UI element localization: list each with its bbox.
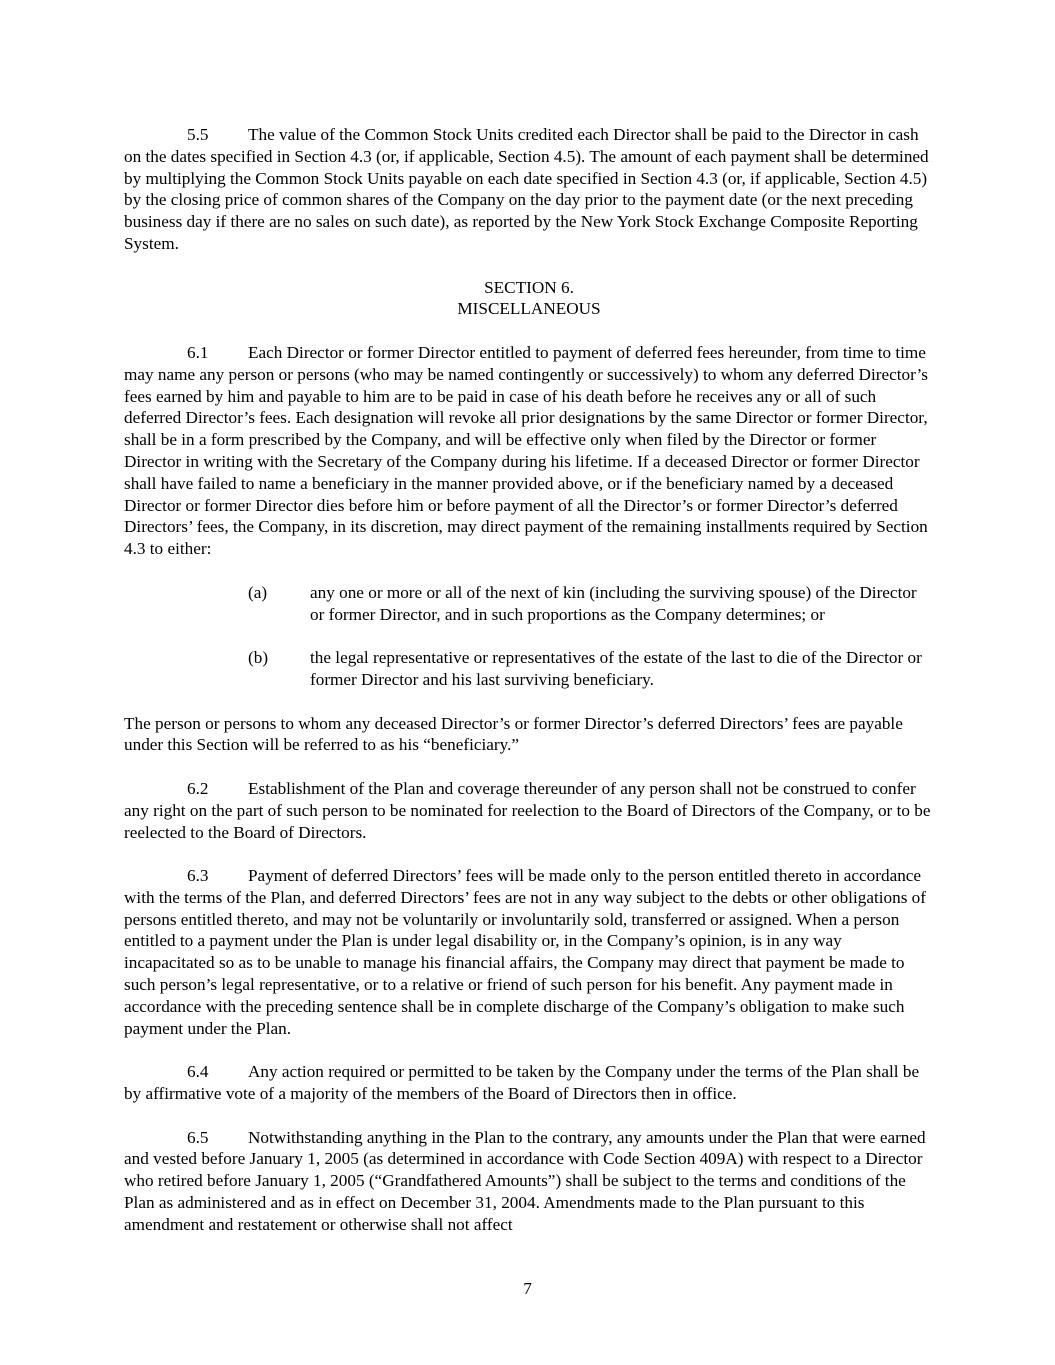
section-6-1-paragraph: [124, 342, 934, 560]
section-text: Notwithstanding anything in the Plan to the contrary, any amounts under the Plan that were earned and vested before January 1, 2005 (as determined in accordance with Code Section 409A) with respect to a Director who retired before January 1, 2005 (“Grandfathered Amounts”) shall be subject to the terms and conditions of the Plan as administered and as in effect on December 31, 2004. Amendments made to the Plan pursuant to this amendment and restatement or otherwise shall not affect: [124, 1127, 926, 1234]
section-text: Any action required or permitted to be taken by the Company under the terms of the Plan shall be by affirmative vote of a majority of the members of the Board of Directors then in office.: [124, 1062, 920, 1104]
list-item-label: (a): [248, 582, 268, 602]
section-6-heading: [124, 277, 934, 321]
list-item-text: any one or more or all of the next of kin (including the surviving spouse) of the Director or former Director, and in such proportions as the Company determines; or: [310, 582, 917, 624]
list-item-a: [124, 582, 934, 626]
section-number: 6.2: [187, 778, 209, 798]
section-6-2-paragraph: [124, 778, 934, 843]
section-number: 6.1: [187, 342, 209, 362]
section-number: 6.4: [187, 1062, 209, 1082]
section-number: 5.5: [187, 125, 209, 144]
section-6-4-paragraph: [124, 1061, 934, 1105]
section-heading-title: MISCELLANEOUS: [457, 299, 601, 319]
section-heading-number: SECTION 6.: [484, 277, 574, 297]
section-text: Establishment of the Plan and coverage thereunder of any person shall not be construed to confer any right on the part of such person to be nominated for reelection to the Board of Directors of the Company, or to be reelected to the Board of Directors.: [124, 778, 931, 842]
section-text: Each Director or former Director entitled to payment of deferred fees hereunder, from time to time may name any person or persons (who may be named contingently or successively) to whom any deferred Director’s fees earned by him and payable to him are to be paid in case of his death before he receives any or all of such deferred Director’s fees. Each designation will revoke all prior designations by the same Director or former Director, shall be in a form prescribed by the Company, and will be effective only when filed by the Director or former Director in writing with the Secretary of the Company during his lifetime. If a deceased Director or former Director shall have failed to name a beneficiary in the manner provided above, or if the beneficiary named by a deceased Director or former Director dies before him or before payment of all the Director’s or former Director’s deferred Directors’ fees, the Company, in its discretion, may direct payment of the remaining installments required by Section 4.3 to either:: [124, 342, 928, 559]
list-item-label: (b): [248, 648, 269, 668]
page-number: 7: [523, 1279, 532, 1298]
list-item-b: [124, 647, 934, 691]
section-6-3-paragraph: [124, 865, 934, 1039]
section-6-1-closing: The person or persons to whom any deceased Director’s or former Director’s deferred Directors’ fees are payable under this Section will be referred to as his “beneficiary.”: [124, 713, 903, 755]
section-text: Payment of deferred Directors’ fees will be made only to the person entitled thereto in accordance with the terms of the Plan, and deferred Directors’ fees are not in any way subject to the debts or other obligations of persons entitled thereto, and may not be voluntarily or involuntarily sold, transferred or assigned. When a person entitled to a payment under the Plan is under legal disability or, in the Company’s opinion, is in any way incapacitated so as to be unable to manage his financial affairs, the Company may direct that payment be made to such person’s legal representative, or to a relative or friend of such person for his benefit. Any payment made in accordance with the preceding sentence shall be in complete discharge of the Company’s obligation to make such payment under the Plan.: [124, 866, 926, 1038]
section-text: The value of the Common Stock Units credited each Director shall be paid to the Director in cash on the dates specified in Section 4.3 (or, if applicable, Section 4.5). The amount of each payment shall be determined by multiplying the Common Stock Units payable on each date specified in Section 4.3 (or, if applicable, Section 4.5) by the closing price of common shares of the Company on the day prior to the payment date (or the next preceding business day if there are no sales on such date), as reported by the New York Stock Exchange Composite Reporting System.: [124, 125, 929, 253]
list-item-text: the legal representative or representatives of the estate of the last to die of the Director or former Director and his last surviving beneficiary.: [310, 648, 922, 689]
document-page: [124, 124, 934, 1257]
section-number: 6.5: [187, 1127, 209, 1147]
section-number: 6.3: [187, 866, 209, 886]
section-5-5-paragraph: [124, 124, 934, 255]
section-6-5-paragraph: [124, 1127, 934, 1236]
